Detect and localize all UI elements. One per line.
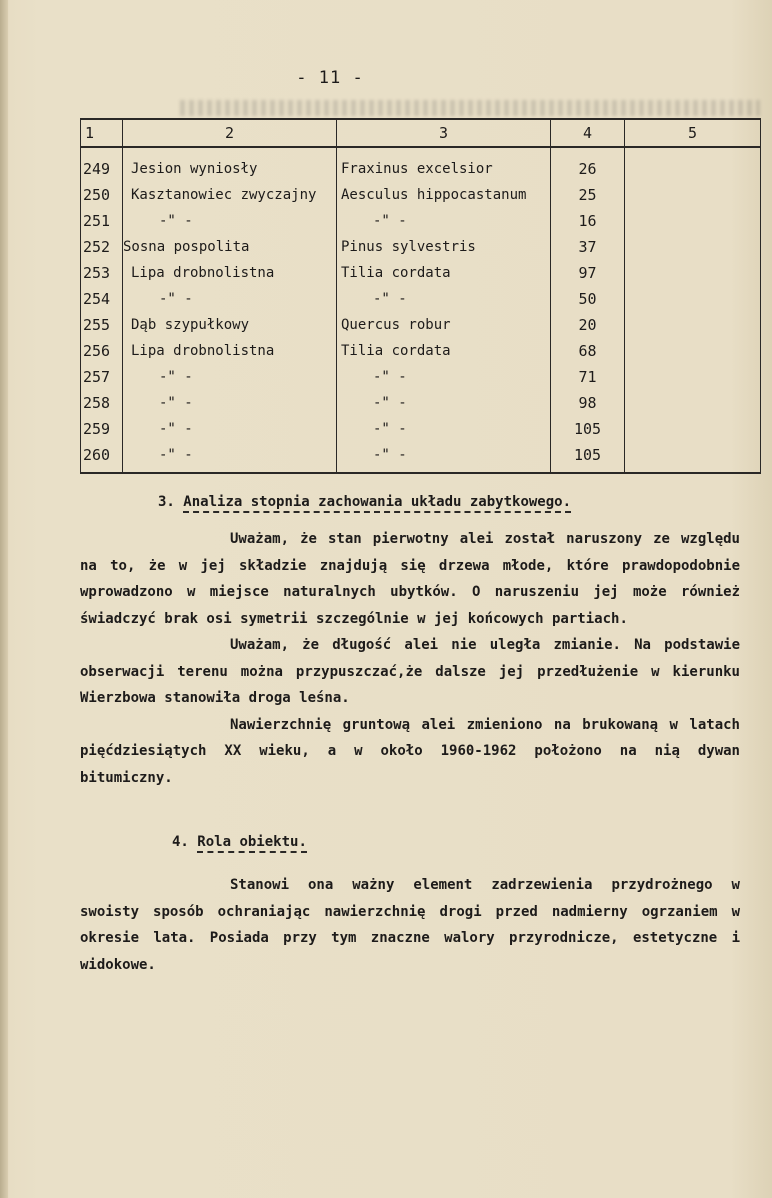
polish-name: Lipa drobnolistna <box>123 260 337 286</box>
latin-name: Tilia cordata <box>337 338 551 364</box>
polish-name: -" - <box>123 286 337 312</box>
section-3-title: Analiza stopnia zachowania układu zabytkowego. <box>183 494 571 513</box>
table-row <box>81 416 761 442</box>
row-number: 253 <box>81 260 123 286</box>
latin-name: Tilia cordata <box>337 260 551 286</box>
polish-name: -" - <box>123 364 337 390</box>
notes-cell <box>625 442 761 473</box>
section-4-body <box>80 872 740 978</box>
polish-name: Jesion wyniosły <box>123 147 337 182</box>
notes-cell <box>625 182 761 208</box>
latin-name: Pinus sylvestris <box>337 234 551 260</box>
row-number: 250 <box>81 182 123 208</box>
tree-count: 68 <box>551 338 625 364</box>
polish-name: Lipa drobnolistna <box>123 338 337 364</box>
table-row <box>81 390 761 416</box>
section-4-number: 4. <box>172 834 189 850</box>
tree-count: 105 <box>551 442 625 473</box>
table-row <box>81 182 761 208</box>
notes-cell <box>625 364 761 390</box>
tree-count: 16 <box>551 208 625 234</box>
row-number: 257 <box>81 364 123 390</box>
polish-name: Dąb szypułkowy <box>123 312 337 338</box>
latin-name: Fraxinus excelsior <box>337 147 551 182</box>
species-table-container <box>80 118 760 470</box>
section-3-paragraph-2: Uważam, że długość alei nie uległa zmianie. Na podstawie obserwacji terenu można przypuszczać,że dalsze jej przedłużenie w kierunku Wierzbowa stanowiła droga leśna. <box>80 637 740 706</box>
row-number: 259 <box>81 416 123 442</box>
row-number: 249 <box>81 147 123 182</box>
notes-cell <box>625 234 761 260</box>
species-table <box>80 118 761 474</box>
table-row <box>81 147 761 182</box>
table-row <box>81 208 761 234</box>
notes-cell <box>625 416 761 442</box>
table-row <box>81 338 761 364</box>
polish-name: -" - <box>123 390 337 416</box>
tree-count: 98 <box>551 390 625 416</box>
header-col-5: 5 <box>625 119 761 147</box>
table-row <box>81 364 761 390</box>
table-row <box>81 442 761 473</box>
latin-name: -" - <box>337 364 551 390</box>
bleed-through-text <box>180 100 760 116</box>
header-col-2: 2 <box>123 119 337 147</box>
table-row <box>81 286 761 312</box>
latin-name: -" - <box>337 442 551 473</box>
polish-name: -" - <box>123 416 337 442</box>
table-row <box>81 312 761 338</box>
tree-count: 26 <box>551 147 625 182</box>
notes-cell <box>625 338 761 364</box>
section-3-number: 3. <box>158 494 175 510</box>
table-header-row <box>81 119 761 147</box>
polish-name: Kasztanowiec zwyczajny <box>123 182 337 208</box>
polish-name: -" - <box>123 208 337 234</box>
page-number: - 11 - <box>296 68 364 88</box>
section-4-title: Rola obiektu. <box>197 834 307 853</box>
section-4-heading <box>172 834 307 850</box>
latin-name: -" - <box>337 286 551 312</box>
notes-cell <box>625 208 761 234</box>
tree-count: 37 <box>551 234 625 260</box>
header-col-3: 3 <box>337 119 551 147</box>
row-number: 251 <box>81 208 123 234</box>
notes-cell <box>625 147 761 182</box>
polish-name: -" - <box>123 442 337 473</box>
row-number: 256 <box>81 338 123 364</box>
row-number: 252 <box>81 234 123 260</box>
page-edge-shadow <box>0 0 8 1198</box>
latin-name: -" - <box>337 416 551 442</box>
header-col-1: 1 <box>81 119 123 147</box>
latin-name: Quercus robur <box>337 312 551 338</box>
tree-count: 25 <box>551 182 625 208</box>
section-3-heading <box>158 494 571 510</box>
notes-cell <box>625 312 761 338</box>
tree-count: 97 <box>551 260 625 286</box>
notes-cell <box>625 390 761 416</box>
row-number: 258 <box>81 390 123 416</box>
tree-count: 50 <box>551 286 625 312</box>
section-4-paragraph-1: Stanowi ona ważny element zadrzewienia przydrożnego w swoisty sposób ochraniając nawierzchnię drogi przed nadmierny ogrzaniem w okresie lata. Posiada przy tym znaczne walory przyrodnicze, estetyczne i widokowe. <box>80 877 740 973</box>
latin-name: -" - <box>337 390 551 416</box>
section-3-body <box>80 526 740 791</box>
table-row <box>81 260 761 286</box>
tree-count: 71 <box>551 364 625 390</box>
section-3-paragraph-3: Nawierzchnię gruntową alei zmieniono na brukowaną w latach pięćdziesiątych XX wieku, a w około 1960-1962 położono na nią dywan bitumiczny. <box>80 716 740 786</box>
notes-cell <box>625 286 761 312</box>
section-3-paragraph-1: Uważam, że stan pierwotny alei został naruszony ze względu na to, że w jej składzie znajdują się drzewa młode, które prawdopodobnie wprowadzono w miejsce naturalnych ubytków. O naruszeniu jej może również świadczyć brak osi symetrii szczególnie w jej końcowych partiach. <box>80 531 740 627</box>
tree-count: 105 <box>551 416 625 442</box>
table-row <box>81 234 761 260</box>
tree-count: 20 <box>551 312 625 338</box>
row-number: 254 <box>81 286 123 312</box>
polish-name: Sosna pospolita <box>123 234 337 260</box>
row-number: 260 <box>81 442 123 473</box>
notes-cell <box>625 260 761 286</box>
latin-name: Aesculus hippocastanum <box>337 182 551 208</box>
header-col-4: 4 <box>551 119 625 147</box>
row-number: 255 <box>81 312 123 338</box>
latin-name: -" - <box>337 208 551 234</box>
